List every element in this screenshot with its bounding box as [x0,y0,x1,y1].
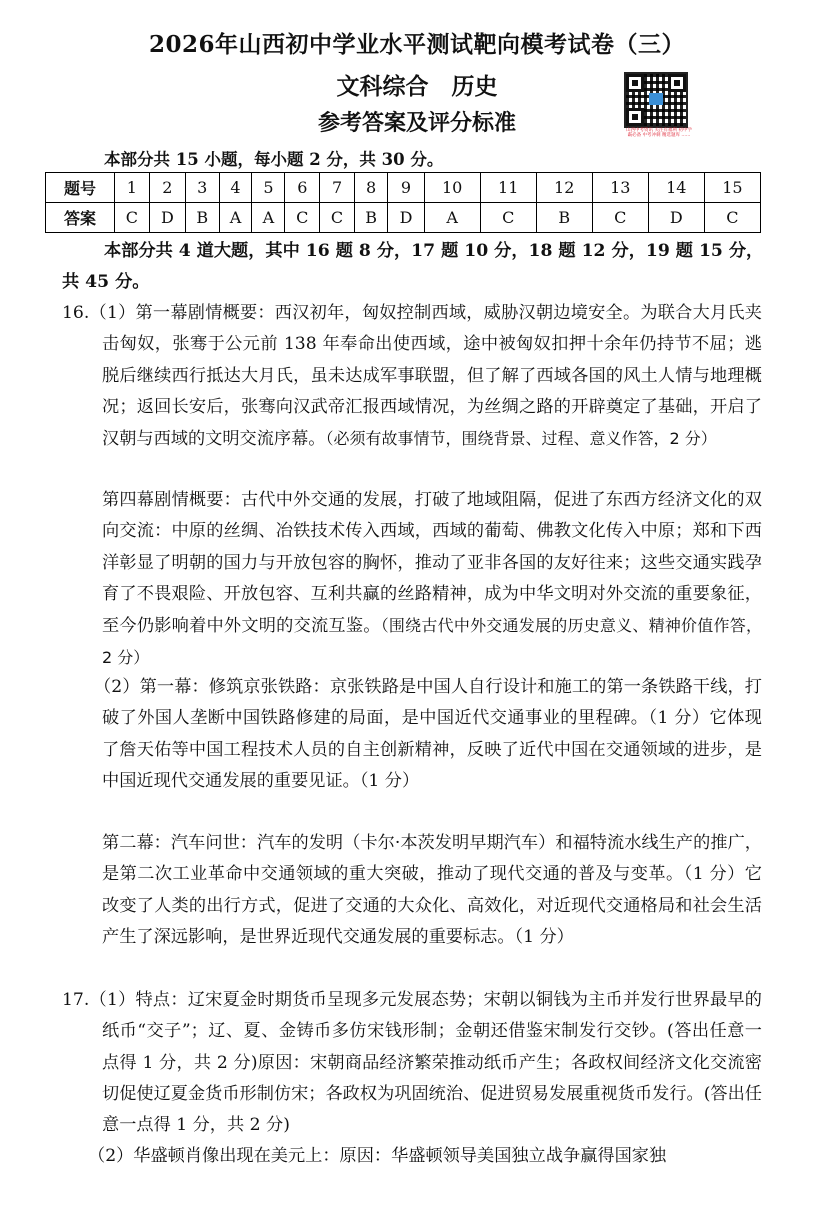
answer-cell: B [186,203,219,233]
page-subtitle: 文科综合 历史 [336,73,498,100]
question-number: 8 [354,173,387,203]
question-number: 3 [186,173,219,203]
question-number: 12 [536,173,592,203]
answer-cell: C [480,203,536,233]
q17-part1-text: 17.（1）特点：辽宋夏金时期货币呈现多元发展态势；宋朝以铜钱为主币并发行世界最早的纸币“交子”；辽、夏、金铸币多仿宋钱形制；金朝还借鉴宋制发行交钞。(答出任意一点得 1 分，共 2 分)原因：宋朝商品经济繁荣推动纸币产生；各政权间经济文化交流密切促使辽夏金货币形制仿宋；各政权为巩固统治、促进贸易发展重视货币发行。(答出任意一点得 1 分，共 2 分) [62,990,762,1136]
q16-part1-act4 [102,485,762,675]
question-number: 7 [320,173,355,203]
answer-cell: A [424,203,480,233]
answer-cell: D [149,203,185,233]
q17-part2: （2）华盛顿肖像出现在美元上：原因：华盛顿领导美国独立战争赢得国家独 [88,1146,667,1166]
question-number: 2 [149,173,185,203]
question-number: 4 [219,173,252,203]
page-subtitle-answers: 参考答案及评分标准 [317,110,516,136]
question-number: 9 [388,173,424,203]
question-number: 1 [115,173,150,203]
question-number: 5 [252,173,285,203]
answer-cell: C [704,203,760,233]
answer-cell: C [285,203,320,233]
section1-intro: 本部分共 15 小题，每小题 2 分，共 30 分。 [104,150,444,169]
q16-part1-act1 [62,298,762,455]
answer-cell: C [320,203,355,233]
q17-part1 [62,985,762,1141]
table-row-numbers [46,173,761,203]
question-number: 13 [592,173,648,203]
section2-intro-line1: 本部分共 4 道大题，其中 16 题 8 分，17 题 10 分，18 题 12 分，19 题 15 分， [104,241,764,261]
answer-cell: D [388,203,424,233]
answer-cell: D [648,203,704,233]
qr-caption: 山西中考资讯 关注有福利 初中学霸必备 中考冲刺 精选题库 …… [626,128,692,138]
question-number: 11 [480,173,536,203]
question-number: 14 [648,173,704,203]
page-title: 2026年山西初中学业水平测试靶向模考试卷（三） [148,31,685,58]
q16-part1-note: （必须有故事情节，围绕背景、过程、意义作答，2 分） [325,429,717,449]
q16-part2-act2: 第二幕：汽车问世：汽车的发明（卡尔·本茨发明早期汽车）和福特流水线生产的推广，是第二次工业革命中交通领域的重大突破，推动了现代交通的普及与变革。（1 分）它改变了人类的出行方式，促进了交通的大众化、高效化，对近现代交通格局和社会生活产生了深远影响，是世界近现代交通发展的重要标志。（1 分） [102,833,762,947]
answer-cell: A [252,203,285,233]
table-row-answers [46,203,761,233]
answer-cell: C [115,203,150,233]
answer-table [45,172,761,233]
answer-cell: B [354,203,387,233]
answer-cell: A [219,203,252,233]
q16-part2-act1 [94,672,762,797]
row-label-number: 题号 [46,173,115,203]
q16-part1-act4-text: 第四幕剧情概要：古代中外交通的发展，打破了地域阻隔，促进了东西方经济文化的双向交流：中原的丝绸、冶铁技术传入西域，西域的葡萄、佛教文化传入中原；郑和下西洋彰显了明朝的国力与开放包容的胸怀，推动了亚非各国的友好往来；这些交通实践孕育了不畏艰险、开放包容、互利共赢的丝路精神，成为中华文明对外交流的重要象征，至今仍影响着中外文明的交流互鉴。 [102,490,762,637]
question-number: 10 [424,173,480,203]
q16-part1-act4-note: （围绕古代中外交通发展的历史意义、精神价值作答，2 分） [102,616,762,668]
qr-code-icon [624,72,688,128]
question-number: 15 [704,173,760,203]
answer-cell: B [536,203,592,233]
question-number: 6 [285,173,320,203]
q16-part2-act1-text: （2）第一幕：修筑京张铁路：京张铁路是中国人自行设计和施工的第一条铁路干线，打破了外国人垄断中国铁路修建的局面，是中国近代交通事业的里程碑。（1 分）它体现了詹天佑等中国工程技术人员的自主创新精神，反映了近代中国在交通领域的进步，是中国近现代交通发展的重要见证。（1 分） [94,677,762,791]
q16-part1-text: 16.（1）第一幕剧情概要：西汉初年，匈奴控制西域，威胁汉朝边境安全。为联合大月氏夹击匈奴，张骞于公元前 138 年奉命出使西域，途中被匈奴扣押十余年仍持节不屈；逃脱后继续西行抵达大月氏，虽未达成军事联盟，但了解了西域各国的风土人情与地理概况；返回长安后，张骞向汉武帝汇报西域情况，为丝绸之路的开辟奠定了基础，开启了汉朝与西域的文明交流序幕。 [62,303,762,450]
answer-cell: C [592,203,648,233]
row-label-answer: 答案 [46,203,115,233]
section2-intro-line2: 共 45 分。 [62,272,150,292]
